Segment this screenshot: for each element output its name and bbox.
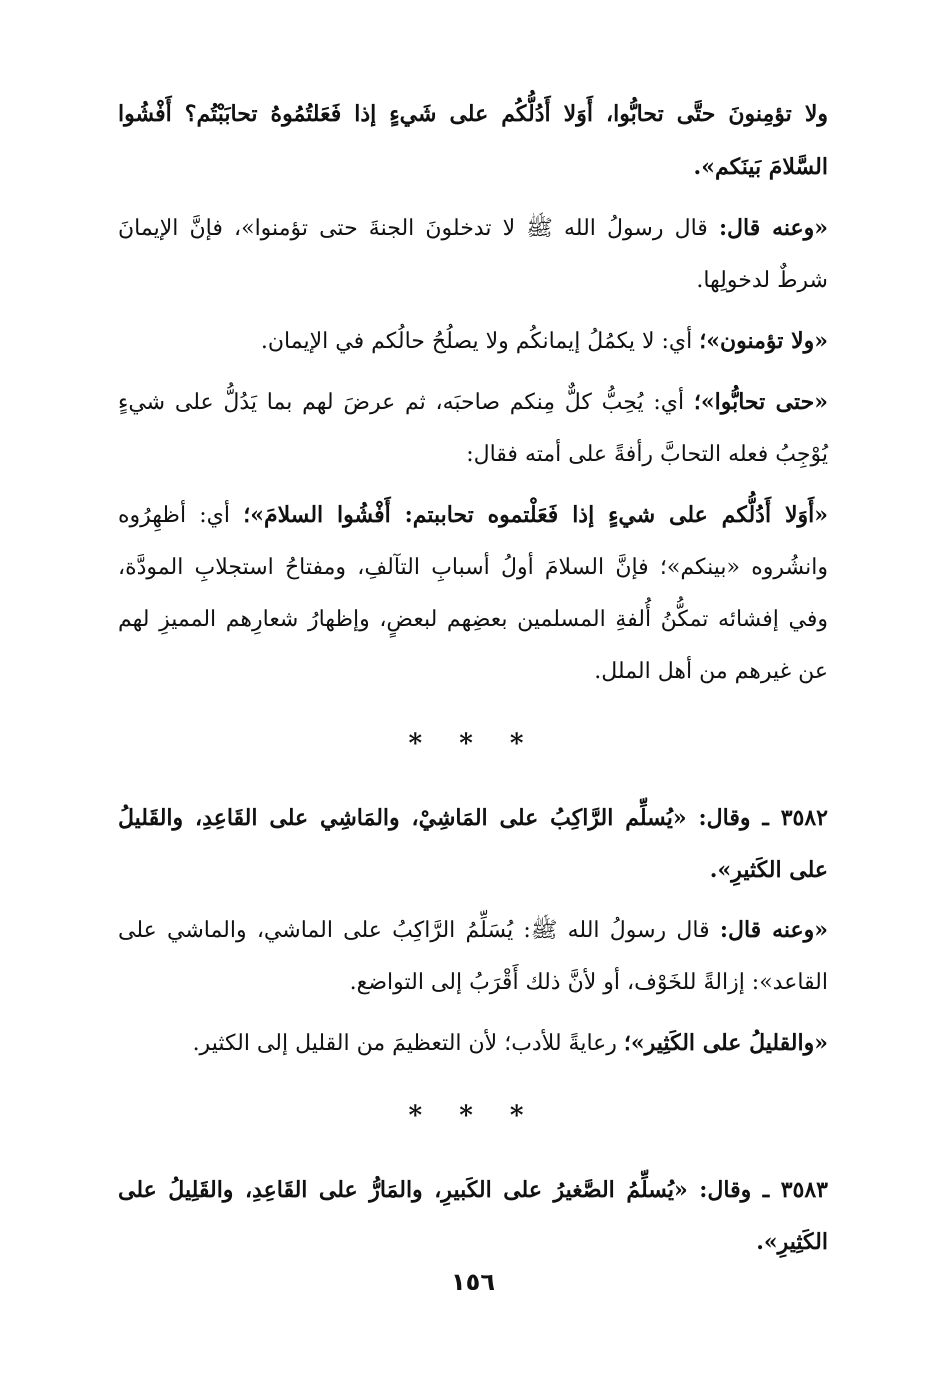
hadith-3582: ٣٥٨٢ ـ وقال: «يُسلِّم الرَّاكِبُ على المَاشِيْ، والمَاشِي على القَاعِدِ، والقَليلُ على الكَثيرِ». [118, 805, 828, 883]
paragraph-commentary [118, 1017, 828, 1070]
paragraph-text: رعايةً للأدب؛ لأن التعظيمَ من القليل إلى الكثير. [192, 1031, 624, 1056]
paragraph-text: أي: أظهِرُوه وانشُروه «بينكم»؛ فإنَّ السلامَ أولُ أسبابِ التآلفِ، ومفتاحُ استجلابِ المودَّة، وفي إفشائه تمكُّنُ أُلفةِ المسلمين بعضِهم لبعضٍ، وإظهارُ شعارِهم المميزِ لهم عن غيرهم من أهل الملل. [118, 503, 828, 684]
book-page [118, 88, 828, 1293]
paragraph-hadith-continuation [118, 88, 828, 194]
paragraph-lead: «أَوَلا أَدُلُّكم على شيءٍ إذا فَعَلْتموه تحاببتم: أَفْشُوا السلامَ»؛ [243, 502, 828, 528]
paragraph-text: قال رسولُ الله ﷺ لا تدخلونَ الجنةَ حتى تؤمنوا»، فإنَّ الإيمانَ شرطٌ لدخولِها. [118, 216, 828, 293]
section-separator: * * * [408, 1101, 538, 1131]
paragraph-commentary [118, 202, 828, 307]
paragraph-commentary [118, 904, 828, 1009]
page-number: ١٥٦ [451, 1268, 495, 1296]
paragraph-lead: «وعنه قال: [718, 215, 829, 241]
hadith-3583: ٣٥٨٣ ـ وقال: «يُسلِّمُ الصَّغيرُ على الكَبيرِ، والمَارُّ على القَاعِدِ، والقَلِيلُ على الكَثِيرِ». [118, 1177, 828, 1255]
paragraph-commentary [118, 376, 828, 481]
paragraph-text: ولا تؤمِنونَ حتَّى تحابُّوا، أَوَلا أَدُلُّكُم على شَيءٍ إذا فَعَلتُمُوهُ تحابَبْتُم؟ أَفْشُوا السَّلامَ بَينَكم». [118, 101, 828, 180]
paragraph-commentary [118, 489, 828, 698]
paragraph-lead: «حتى تحابُّوا»؛ [693, 389, 828, 415]
paragraph-text: أي: يُحِبُّ كلٌّ مِنكم صاحبَه، ثم عرضَ لهم بما يَدُلُّ على شيءٍ يُوْجِبُ فعله التحابَّ رأفةً على أمته فقال: [118, 390, 828, 467]
paragraph-lead: «ولا تؤمنون»؛ [699, 328, 828, 354]
section-separator: * * * [408, 729, 538, 759]
paragraph-commentary [118, 315, 828, 368]
paragraph-lead: «وعنه قال: [719, 917, 828, 943]
paragraph-lead: «والقليلُ على الكَثِير»؛ [623, 1030, 828, 1056]
paragraph-text: قال رسولُ الله ﷺ: يُسَلِّمُ الرَّاكِبُ على الماشي، والماشي على القاعد»: إزالةً للخَوْف، أو لأنَّ ذلك أَقْرَبُ إلى التواضع. [118, 918, 828, 995]
paragraph-text: أي: لا يكمُلُ إيمانكُم ولا يصلُحُ حالُكم في الإيمان. [260, 329, 700, 354]
